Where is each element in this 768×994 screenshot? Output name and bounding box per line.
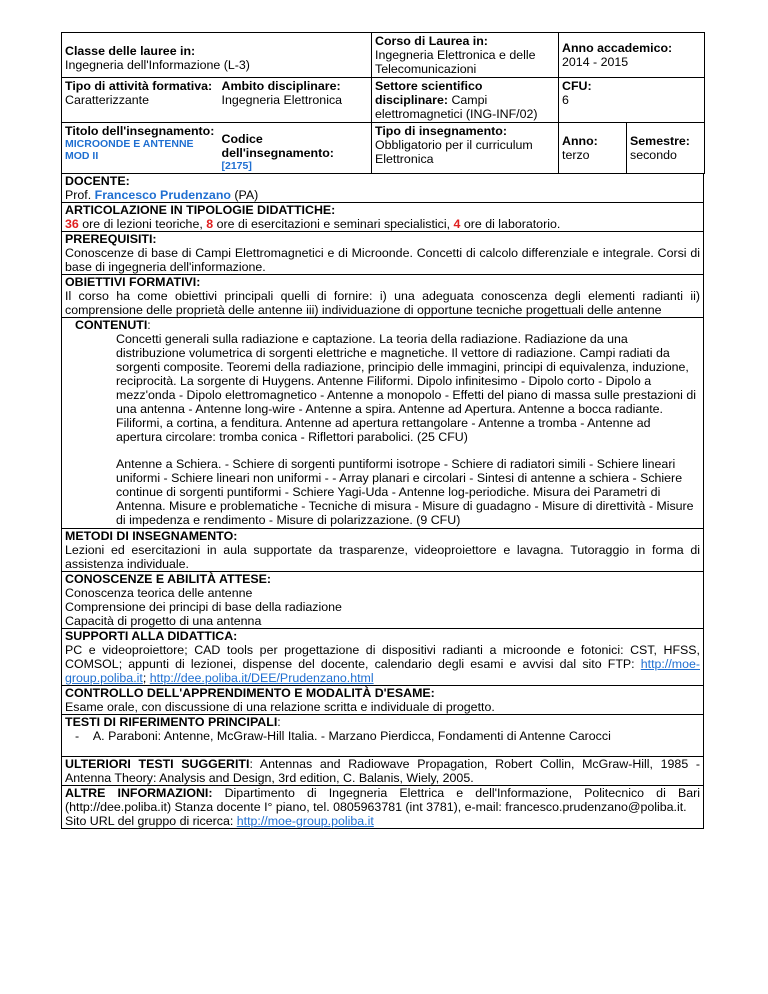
altre-text: Dipartimento di Ingegneria Elettrica e dell'Informazione, Politecnico di Bari (http://dee.poliba.it) Stanza docente I° piano, tel. 0805963781 (int 3781), e-mail: francesco.prudenzano@poliba.it. xyxy=(65,786,700,814)
ambito-label: Ambito disciplinare: xyxy=(221,79,341,93)
testi-text: A. Paraboni: Antenne, McGraw-Hill Italia. - Marzano Pierdicca, Fondamenti di Antenne Carocci xyxy=(92,729,611,743)
conoscenze-item: Capacità di progetto di una antenna xyxy=(65,614,262,628)
tipo-ins-cell xyxy=(372,123,559,174)
tipo-ins-value: Obbligatorio per il curriculum Elettronica xyxy=(375,138,533,166)
testi-heading xyxy=(65,715,700,729)
testi-item xyxy=(65,729,700,743)
sito-link[interactable]: http://moe-group.poliba.it xyxy=(236,814,374,828)
codice-cell xyxy=(219,123,372,174)
prerequisiti-text: Conoscenze di base di Campi Elettromagnetici e di Microonde. Concetti di calcolo differenziale e integrale. Corsi di base di ingegneria dell'informazione. xyxy=(65,246,700,274)
corso-label: Corso di Laurea in: xyxy=(375,34,488,48)
controllo-text: Esame orale, con discussione di una relazione scritta e individuale di progetto. xyxy=(65,700,495,714)
tipo-cell xyxy=(62,78,219,123)
obiettivi-text: Il corso ha come obiettivi principali quelli di fornire: i) una adeguata conoscenza degli elementi radianti ii) comprensione delle proprietà delle antenne iii) individuazione di opportune tecniche progettuali delle antenne xyxy=(65,289,700,317)
docente-prefix: Prof. xyxy=(65,188,92,202)
articolazione-label: ARTICOLAZIONE IN TIPOLOGIE DIDATTICHE: xyxy=(65,203,336,217)
anno-acc-label: Anno accademico: xyxy=(562,41,673,55)
ulteriori-section xyxy=(62,757,704,786)
anno-acc-cell xyxy=(559,33,705,78)
course-sheet xyxy=(61,32,704,829)
sito-label: Sito URL del gruppo di ricerca: xyxy=(65,814,234,828)
lezioni-hours: 36 xyxy=(65,217,79,231)
contenuti-label: CONTENUTI xyxy=(75,318,148,332)
docente-name: Francesco Prudenzano xyxy=(94,188,231,202)
classe-value: Ingegneria dell'Informazione (L-3) xyxy=(65,57,250,72)
prerequisiti-label: PREREQUISITI: xyxy=(65,232,157,246)
testi-label: TESTI DI RIFERIMENTO PRINCIPALI xyxy=(65,715,278,729)
testi-section xyxy=(62,715,704,757)
titolo-value: MICROONDE E ANTENNE MOD II xyxy=(65,138,194,162)
ambito-cell xyxy=(219,78,372,123)
contenuti-heading xyxy=(65,318,700,332)
lab-hours: 4 xyxy=(453,217,461,231)
tipo-value: Caratterizzante xyxy=(65,93,150,107)
cfu-label: CFU: xyxy=(562,79,592,93)
conoscenze-item: Conoscenza teorica delle antenne xyxy=(65,586,253,600)
conoscenze-label: CONOSCENZE E ABILITÀ ATTESE: xyxy=(65,572,272,586)
docente-suffix: (PA) xyxy=(234,188,259,202)
anno-value: terzo xyxy=(562,148,590,162)
obiettivi-label: OBIETTIVI FORMATIVI: xyxy=(65,275,201,289)
classe-label: Classe delle lauree in: xyxy=(65,43,196,58)
settore-value: Campi elettromagnetici (ING-INF/02) xyxy=(375,93,538,121)
titolo-cell xyxy=(62,123,219,174)
docente-label: DOCENTE: xyxy=(65,174,130,188)
tipo-ins-label: Tipo di insegnamento: xyxy=(375,124,507,138)
altre-section xyxy=(62,786,704,829)
lab-text: ore di laboratorio. xyxy=(463,217,561,231)
moe-group-link[interactable]: http://moe-group.poliba.it xyxy=(65,657,700,685)
anno-label: Anno: xyxy=(562,134,598,148)
header-table xyxy=(61,32,705,174)
titolo-label: Titolo dell'insegnamento: xyxy=(65,124,215,138)
testi-colon: : xyxy=(277,715,281,729)
supporti-text: PC e videoproiettore; CAD tools per progettazione di dispositivi radianti a microonde e fotonici: CST, HFSS, COMSOL; appunti di lezionei, dispense del docente, calendario degli esami e avvisi dal sito FTP: xyxy=(65,643,700,671)
obiettivi-section xyxy=(62,275,704,318)
supporti-section xyxy=(62,629,704,686)
sito-row xyxy=(65,814,700,828)
settore-cell xyxy=(372,78,559,123)
contenuti-colon: : xyxy=(147,318,151,332)
metodi-label: METODI DI INSEGNAMENTO: xyxy=(65,529,238,543)
metodi-text: Lezioni ed esercitazioni in aula supportate da trasparenze, videoproiettore e lavagna. Tutoraggio in forma di assistenza individuale. xyxy=(65,543,700,571)
metodi-section xyxy=(62,529,704,572)
cfu-value: 6 xyxy=(562,93,569,107)
contenuti-gap xyxy=(65,444,700,457)
articolazione-section xyxy=(62,203,704,232)
codice-value: [2175] xyxy=(221,160,252,172)
contenuti-para1: Concetti generali sulla radiazione e captazione. La teoria della radiazione. Radiazione da una distribuzione volumetrica di sorgenti elettriche e magnetiche. Il vettore di radiazione. Campi radiati da sorgenti composite. Teoremi della radiazione, principio delle immagini, principi di equivalenza, induzione, reciprocità. La sorgente di Huygens. Antenne Filiformi. Dipolo infinitesimo - Dipolo corto - Dipolo a mezz'onda - Dipolo elettromagnetico - Antenne a monopolo - Effetti del piano di massa sulle prestazioni di una antenna - Antenne long-wire - Antenne a spira. Antenne ad Apertura. Antenne a bocca radiante. Filiformi, a cortina, a fenditura. Antenne ad apertura rettangolare - Antenne a tromba - Antenne ad apertura circolare: tromba conica - Riflettori parabolici. (25 CFU) xyxy=(116,332,697,444)
tipo-label: Tipo di attività formativa: xyxy=(65,79,213,93)
conoscenze-item: Comprensione dei principi di base della radiazione xyxy=(65,600,342,614)
semestre-label: Semestre: xyxy=(630,134,690,148)
corso-cell xyxy=(372,33,559,78)
cfu-cell xyxy=(559,78,705,123)
body-table xyxy=(61,173,704,829)
lezioni-text: ore di lezioni teoriche, xyxy=(82,217,203,231)
ulteriori-label: ULTERIORI TESTI SUGGERITI xyxy=(65,757,250,771)
contenuti-para2: Antenne a Schiera. - Schiere di sorgenti puntiformi isotrope - Schiere di radiatori simili - Schiere lineari uniformi - Schiere lineari non uniformi - - Array planari e circolari - Sintesi di antenne a schiera - Schiere continue di sorgenti puntiformi - Schiere Yagi-Uda - Antenne log-periodiche. Misura dei Parametri di Antenna. Misure e problematiche - Tecniche di misura - Misure di guadagno - Misure di direttività - Misure di impedenza e rendimento - Misure di polarizzazione. (9 CFU) xyxy=(116,457,694,527)
eserc-hours: 8 xyxy=(206,217,214,231)
supporti-label: SUPPORTI ALLA DIDATTICA: xyxy=(65,629,238,643)
controllo-section xyxy=(62,686,704,715)
ambito-value: Ingegneria Elettronica xyxy=(221,93,343,107)
eserc-text: ore di esercitazioni e seminari specialistici, xyxy=(216,217,451,231)
ulteriori-text: : Antennas and Radiowave Propagation, Robert Collin, McGraw-Hill, 1985 - Antenna Theory: Analysis and Design, 3rd edition, C. Balanis, Wiely, 2005. xyxy=(65,757,701,785)
semestre-cell xyxy=(627,123,705,174)
semestre-value: secondo xyxy=(630,148,677,162)
testi-dash: - xyxy=(75,729,80,743)
altre-label: ALTRE INFORMAZIONI: xyxy=(65,786,213,800)
prudenzano-page-link[interactable]: http://dee.poliba.it/DEE/Prudenzano.html xyxy=(149,671,374,685)
classe-cell xyxy=(62,33,372,78)
prerequisiti-section xyxy=(62,232,704,275)
supporti-sep: ; xyxy=(142,671,147,685)
contenuti-section xyxy=(62,318,704,529)
corso-value: Ingegneria Elettronica e delle Telecomunicazioni xyxy=(375,48,536,76)
anno-cell xyxy=(559,123,627,174)
controllo-label: CONTROLLO DELL'APPRENDIMENTO E MODALITÀ D'ESAME: xyxy=(65,686,435,700)
settore-label: Settore scientifico disciplinare: xyxy=(375,79,483,107)
docente-section xyxy=(62,174,704,203)
anno-acc-value: 2014 - 2015 xyxy=(562,55,629,69)
altre-block xyxy=(65,786,700,814)
codice-label: Codice dell'insegnamento: xyxy=(221,132,334,160)
conoscenze-section xyxy=(62,572,704,629)
